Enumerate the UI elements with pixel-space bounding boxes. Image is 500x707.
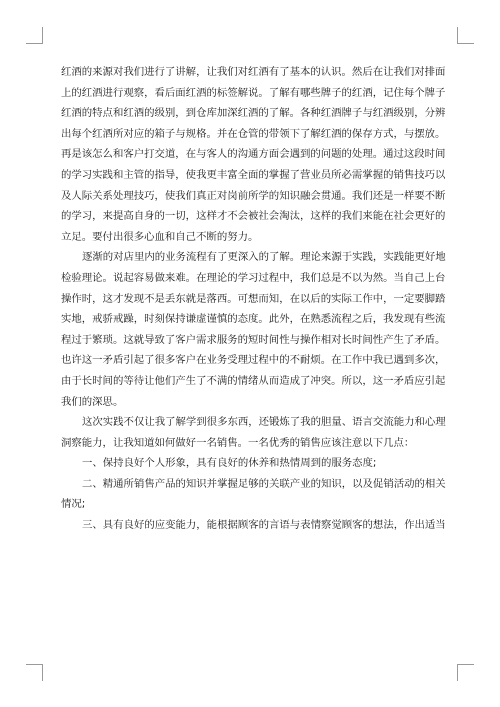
text-line: 三、具有良好的应变能力，能根据顾客的言语与表情察觉顾客的想法，作出适当 <box>82 519 446 532</box>
text-line: 检验理论。说起容易做来难。在理论的学习过程中，我们总是不以为然。当自己上台 <box>61 271 446 284</box>
paragraph <box>61 412 446 453</box>
text-line: 逐渐的对店里内的业务流程有了更深入的了解。理论来源于实践，实践能更好地 <box>82 251 446 264</box>
text-line: 的学习实践和主管的指导，使我更丰富全面的掌握了营业员所必需掌握的销售技巧以 <box>61 168 446 181</box>
text-line: 立足。要付出很多心血和自己不断的努力。 <box>61 230 259 243</box>
crop-mark-bottom-right <box>457 664 474 681</box>
text-line: 洞察能力，让我知道如何做好一名销售。一名优秀的销售应该注意以下几点： <box>61 436 415 449</box>
text-line: 出每个红酒所对应的箱子与规格。并在仓管的带领下了解红酒的保存方式，与摆放。 <box>61 127 446 140</box>
paragraph <box>61 62 446 144</box>
crop-mark-top-right <box>457 27 474 44</box>
crop-mark-bottom-left <box>26 664 43 681</box>
text-line: 由于长时间的等待让他们产生了不满的情绪从而造成了冲突。所以，这一矛盾应引起 <box>61 374 446 387</box>
crop-mark-top-left <box>26 27 43 44</box>
text-line: 程过于繁琐。这就导致了客户需求服务的短时间性与操作相对长时间性产生了矛盾。 <box>61 333 446 346</box>
text-line: 我们的深思。 <box>61 395 124 408</box>
text-line: 二、精通所销售产品的知识并掌握足够的关联产业的知识，以及促销活动的相关 <box>82 477 446 490</box>
text-line: 实地，戒骄戒躁，时刻保持谦虚谨慎的态度。此外，在熟悉流程之后，我发现有些流 <box>61 313 446 326</box>
paragraph <box>61 144 446 247</box>
paragraph <box>61 453 441 474</box>
text-line: 一、保持良好个人形象，具有良好的休养和热情周到的服务态度; <box>82 457 377 470</box>
text-line: 再是该怎么和客户打交道，在与客人的沟通方面会遇到的问题的处理。通过这段时间 <box>61 148 446 161</box>
text-line: 操作时，这才发现不是丢东就是落西。可想而知，在以后的实际工作中，一定要脚踏 <box>61 292 446 305</box>
text-line: 红酒的特点和红酒的级别，到仓库加深红酒的了解。各种红酒牌子与红酒级别，分辨 <box>61 107 446 120</box>
paragraph <box>61 474 446 515</box>
text-line: 的学习，来提高自身的一切，这样才不会被社会淘汰，这样的我们来能在社会更好的 <box>61 210 446 223</box>
text-line: 也许这一矛盾引起了很多客户在业务受理过程中的不耐烦。在工作中我已遇到多次， <box>61 354 446 367</box>
text-line: 情况; <box>61 498 86 511</box>
text-line: 上的红酒进行观察，看后面红酒的标签解说。了解有哪些牌子的红酒，记住每个牌子 <box>61 86 446 99</box>
text-line: 及人际关系处理技巧，使我们真正对岗前所学的知识融会贯通。我们还是一样要不断 <box>61 189 446 202</box>
text-line: 红酒的来源对我们进行了讲解，让我们对红酒有了基本的认识。然后在让我们对排面 <box>61 66 446 78</box>
paragraph <box>61 515 446 536</box>
paragraph <box>61 247 446 412</box>
document-body <box>61 62 446 536</box>
text-line: 这次实践不仅让我了解学到很多东西，还锻炼了我的胆量、语言交流能力和心理 <box>82 416 446 429</box>
